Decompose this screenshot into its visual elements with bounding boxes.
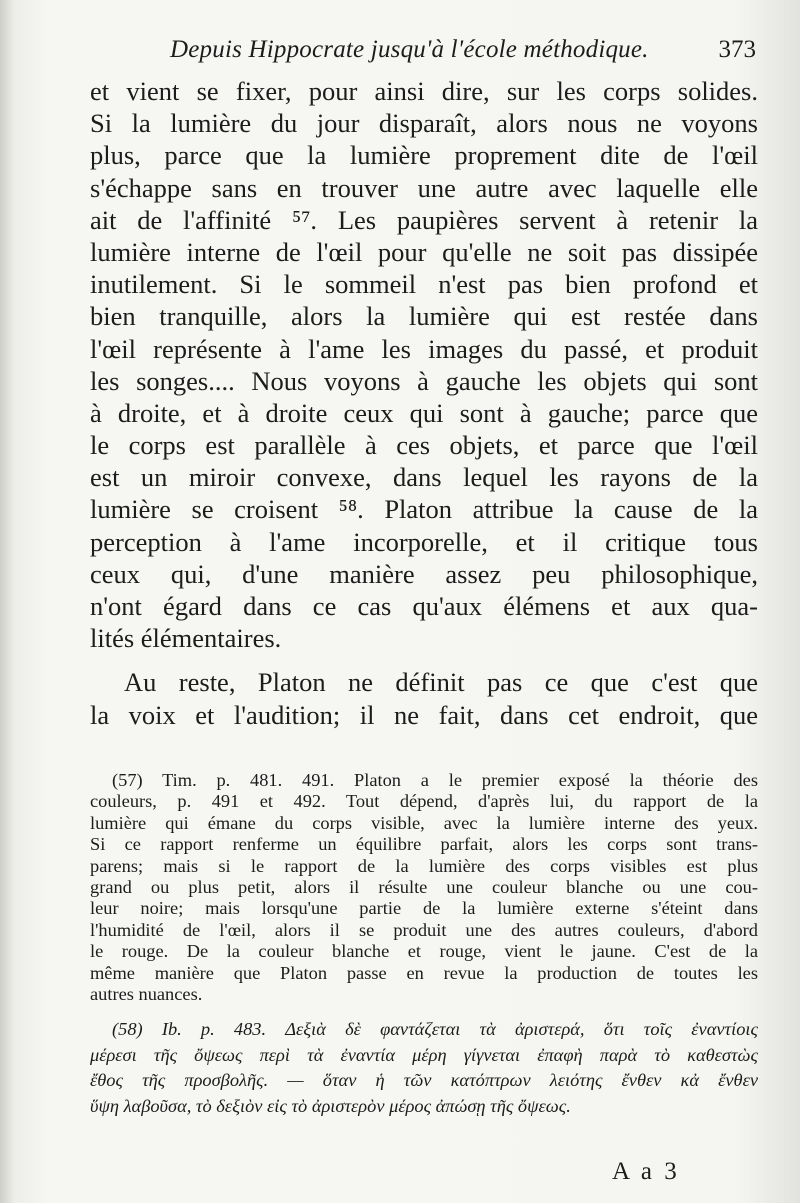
paragraph-gap (90, 654, 758, 666)
text-line: n'ont égard dans ce cas qu'aux élémens et aux qua- (90, 591, 758, 621)
text-line: Au reste, Platon ne définit pas ce que c'est que (124, 667, 758, 698)
footnote-57-line: leur noire; mais lorsqu'une partie de la lumière externe s'éteint dans (90, 898, 758, 919)
signature-mark: A a 3 (612, 1158, 680, 1185)
footnote-57-line: grand ou plus petit, alors il résulte une couleur blanche ou une cou- (90, 876, 758, 897)
text-line: ceux qui, d'une manière assez peu philosophique, (90, 558, 758, 589)
footnote-57-line: couleurs, p. 491 et 492. Tout dépend, d'après lui, du rapport de la (90, 791, 758, 812)
text-line: les songes.... Nous voyons à gauche les objets qui sont (90, 365, 758, 396)
footnote-57-line: même manière que Platon passe en revue la production de toutes les (90, 962, 758, 983)
footnote-57-line: l'humidité de l'œil, alors il se produit une des autres couleurs, d'abord (90, 919, 758, 940)
text-line: lités élémentaires. (90, 623, 282, 654)
text-line: plus, parce que la lumière proprement dite de l'œil (90, 140, 758, 171)
page-header (170, 36, 760, 70)
gutter-shadow (0, 0, 14, 1203)
text-line: lumière se croisent ⁵⁸. Platon attribue la cause de la (90, 494, 758, 525)
footnote-58-line: (58) Ib. p. 483. Δεξιὰ δὲ φαντάζεται τὰ ἀριστερά, ὅτι τοῖς ἐναντίοις (112, 1019, 758, 1040)
footnote-57-line: le rouge. De la couleur blanche et rouge, vient le jaune. C'est de la (90, 941, 758, 962)
text-line: bien tranquille, alors la lumière qui est restée dans (90, 301, 758, 332)
footnote-57-line: autres nuances. (90, 983, 203, 1004)
page-number: 373 (718, 36, 756, 63)
footnote-58-line: ἔθος τῆς προσβολῆς. — ὅταν ἡ τῶν κατόπτρων λειότης ἔνθεν κἀ ἔνθεν (90, 1070, 758, 1091)
footnotes (90, 770, 758, 1119)
text-line: perception à l'ame incorporelle, et il critique tous (90, 526, 758, 557)
footnote-gap (90, 1005, 758, 1017)
footnote-57-line: Si ce rapport renferme un équilibre parfait, alors les corps sont trans- (90, 834, 758, 855)
text-line: Si la lumière du jour disparaît, alors nous ne voyons (90, 108, 758, 139)
text-line: est un miroir convexe, dans lequel les rayons de la (90, 462, 758, 493)
text-line: la voix et l'audition; il ne fait, dans cet endroit, que (90, 699, 758, 730)
text-line: s'échappe sans en trouver une autre avec laquelle elle (90, 172, 758, 203)
text-line: inutilement. Si le sommeil n'est pas bien profond et (90, 269, 758, 300)
text-line: lumière interne de l'œil pour qu'elle ne soit pas dissipée (90, 236, 758, 267)
text-line: l'œil représente à l'ame les images du passé, et produit (90, 333, 758, 364)
text-line: le corps est parallèle à ces objets, et parce que l'œil (90, 430, 758, 461)
footnote-57-line: lumière qui émane du corps visible, avec la lumière interne des yeux. (90, 812, 758, 833)
text-line: ait de l'affinité ⁵⁷. Les paupières servent à retenir la (90, 204, 758, 235)
running-head: Depuis Hippocrate jusqu'à l'école méthodique. (170, 36, 649, 63)
footnote-57-line: (57) Tim. p. 481. 491. Platon a le premier exposé la théorie des (112, 770, 758, 790)
footnote-57-line: parens; mais si le rapport de la lumière des corps visibles est plus (90, 855, 758, 876)
footnote-58-line: ὕψη λαβοῦσα, τὸ δεξιὸν εἰς τὸ ἀριστερὸν μέρος ἀπώσῃ τῆς ὄψεως. (90, 1095, 571, 1116)
text-line: à droite, et à droite ceux qui sont à gauche; parce que (90, 397, 758, 428)
text-line: et vient se fixer, pour ainsi dire, sur les corps solides. (90, 76, 758, 106)
main-text (90, 75, 758, 731)
footnote-58-line: μέρεσι τῆς ὄψεως περὶ τὰ ἐναντία μέρη γίγνεται ἐπαφὴ παρὰ τὸ καθεστὼς (90, 1044, 758, 1065)
